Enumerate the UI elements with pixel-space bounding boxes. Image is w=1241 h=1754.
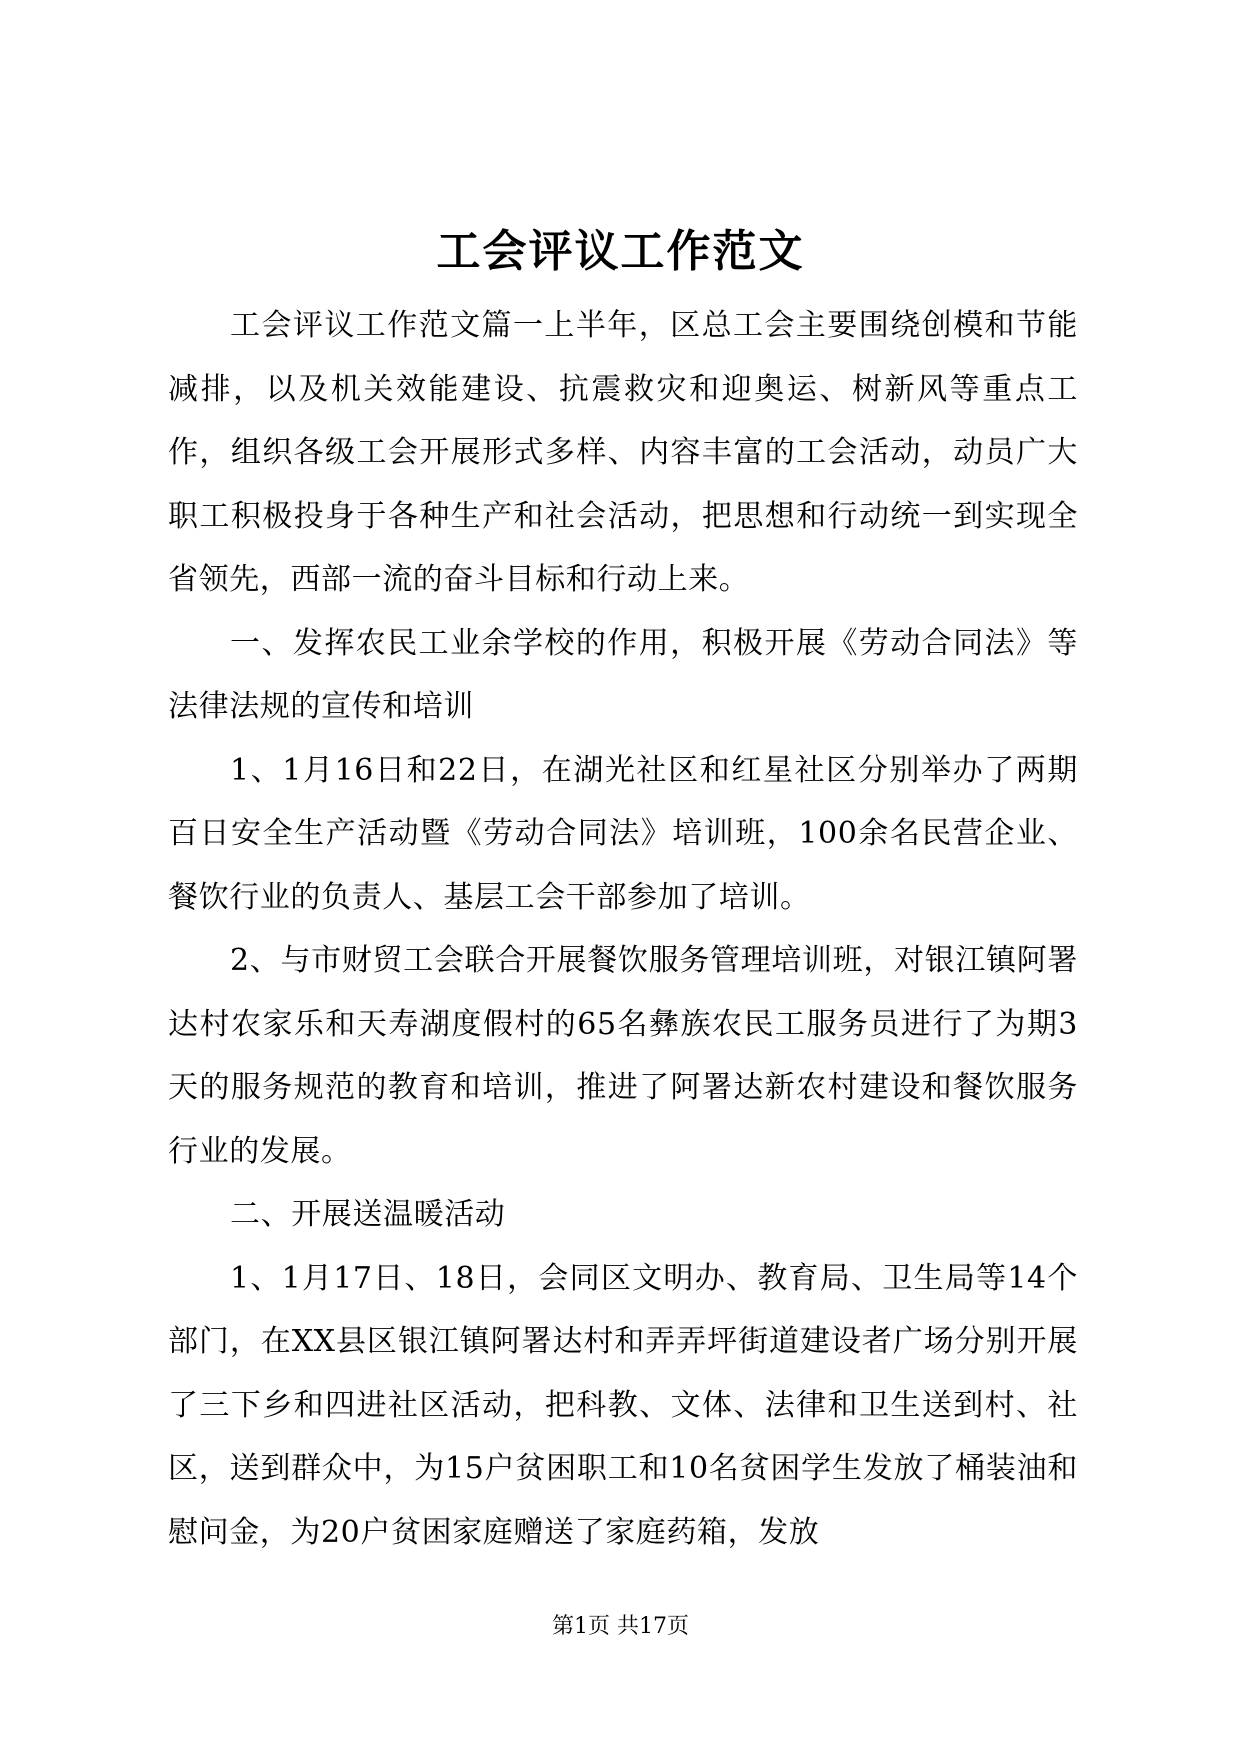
section-heading-1: 一、发挥农民工业余学校的作用，积极开展《劳动合同法》等法律法规的宣传和培训 — [168, 625, 1078, 724]
paragraph-item-1-2: 2、与市财贸工会联合开展餐饮服务管理培训班，对银江镇阿署达村农家乐和天寿湖度假村的65名彝族农民工服务员进行了为期3天的服务规范的教育和培训，推进了阿署达新农村建设和餐饮服务行业的发展。 — [168, 943, 1078, 1169]
paragraph-item-2-1: 1、1月17日、18日，会同区文明办、教育局、卫生局等14个部门，在XX县区银江镇阿署达村和弄弄坪街道建设者广场分别开展了三下乡和四进社区活动，把科教、文体、法律和卫生送到村、社区，送到群众中，为15户贫困职工和10名贫困学生发放了桶装油和慰问金，为20户贫困家庭赠送了家庭药箱，发放 — [168, 1260, 1078, 1550]
document-title: 工会评议工作范文 — [436, 226, 805, 277]
paragraph-item-1-1: 1、1月16日和22日，在湖光社区和红星社区分别举办了两期百日安全生产活动暨《劳动合同法》培训班，100余名民营企业、餐饮行业的负责人、基层工会干部参加了培训。 — [168, 752, 1078, 915]
paragraph-intro: 工会评议工作范文篇一上半年，区总工会主要围绕创模和节能减排，以及机关效能建设、抗震救灾和迎奥运、树新风等重点工作，组织各级工会开展形式多样、内容丰富的工会活动，动员广大职工积极投身于各种生产和社会活动，把思想和行动统一到实现全省领先，西部一流的奋斗目标和行动上来。 — [168, 308, 1078, 597]
document-body — [168, 294, 1078, 1564]
section-heading-2: 二、开展送温暖活动 — [230, 1197, 506, 1232]
page-footer: 第1页 共17页 — [552, 1614, 689, 1639]
